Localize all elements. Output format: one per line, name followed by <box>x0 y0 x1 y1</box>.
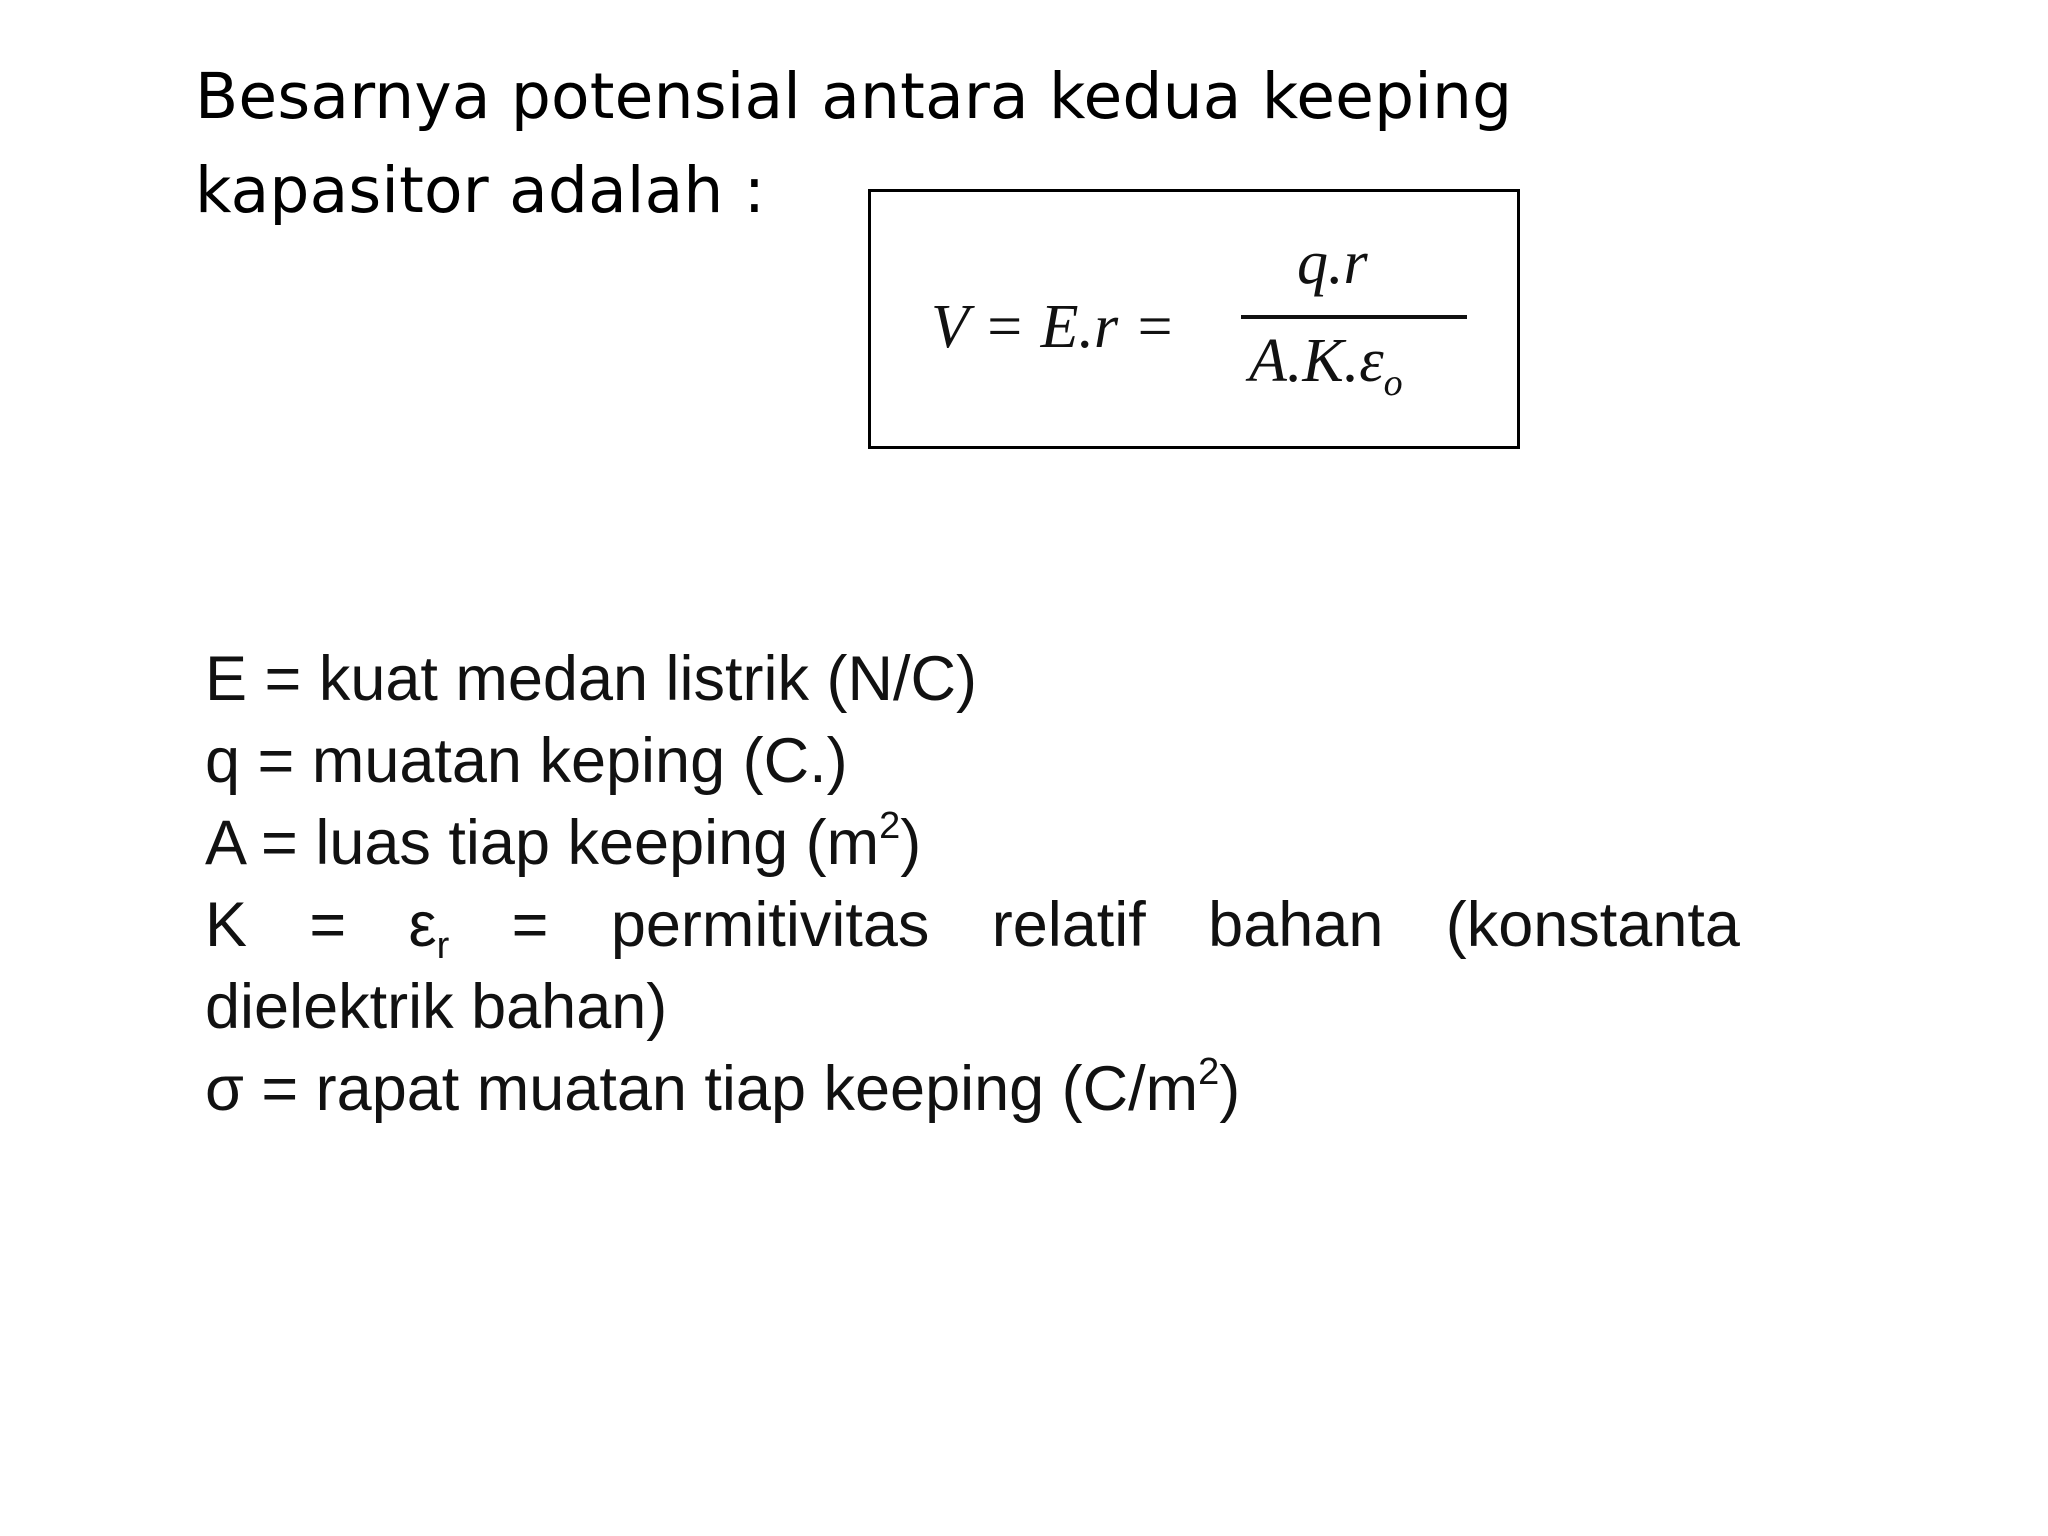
k-word: bahan <box>1208 890 1384 960</box>
formula-box <box>868 189 1520 449</box>
k-word: = <box>511 890 549 960</box>
definition-k-line-1 <box>205 884 1740 966</box>
definition-sigma <box>205 1048 1745 1130</box>
k-epsilon-symbol: ε <box>408 890 437 960</box>
definition-k-line-2: dielektrik bahan) <box>205 972 668 1042</box>
definition-a-text: A = luas tiap keeping (m <box>205 808 880 878</box>
definition-a <box>205 802 1745 884</box>
formula-numerator: q.r <box>1297 229 1368 297</box>
k-word: permitivitas <box>610 890 930 960</box>
definition-a-superscript: 2 <box>879 805 901 847</box>
potential-formula <box>931 229 1491 404</box>
denominator-subscript: o <box>1383 362 1403 404</box>
definition-sigma-superscript: 2 <box>1198 1051 1220 1093</box>
k-epsilon-subscript: r <box>436 925 450 967</box>
title-line-2: kapasitor adalah : <box>195 154 766 227</box>
definition-q: q = muatan keping (C.) <box>205 726 848 796</box>
title-line-1: Besarnya potensial antara kedua keeping <box>195 60 1513 133</box>
definition-a-close: ) <box>900 808 922 878</box>
formula-denominator <box>1249 326 1403 405</box>
k-word: = <box>309 890 347 960</box>
definition-sigma-text: σ = rapat muatan tiap keeping (C/m <box>205 1054 1199 1124</box>
k-word: relatif <box>991 890 1146 960</box>
k-epsilon <box>409 884 450 966</box>
k-word: K <box>205 890 248 960</box>
definition-sigma-close: ) <box>1219 1054 1241 1124</box>
definition-e: E = kuat medan listrik (N/C) <box>205 644 977 714</box>
fraction-bar <box>1241 315 1467 319</box>
definitions-list <box>205 638 1745 1130</box>
denominator-text: A.K.ε <box>1249 327 1384 395</box>
k-word: (konstanta <box>1445 890 1740 960</box>
formula-lhs: V = E.r = <box>931 293 1176 361</box>
